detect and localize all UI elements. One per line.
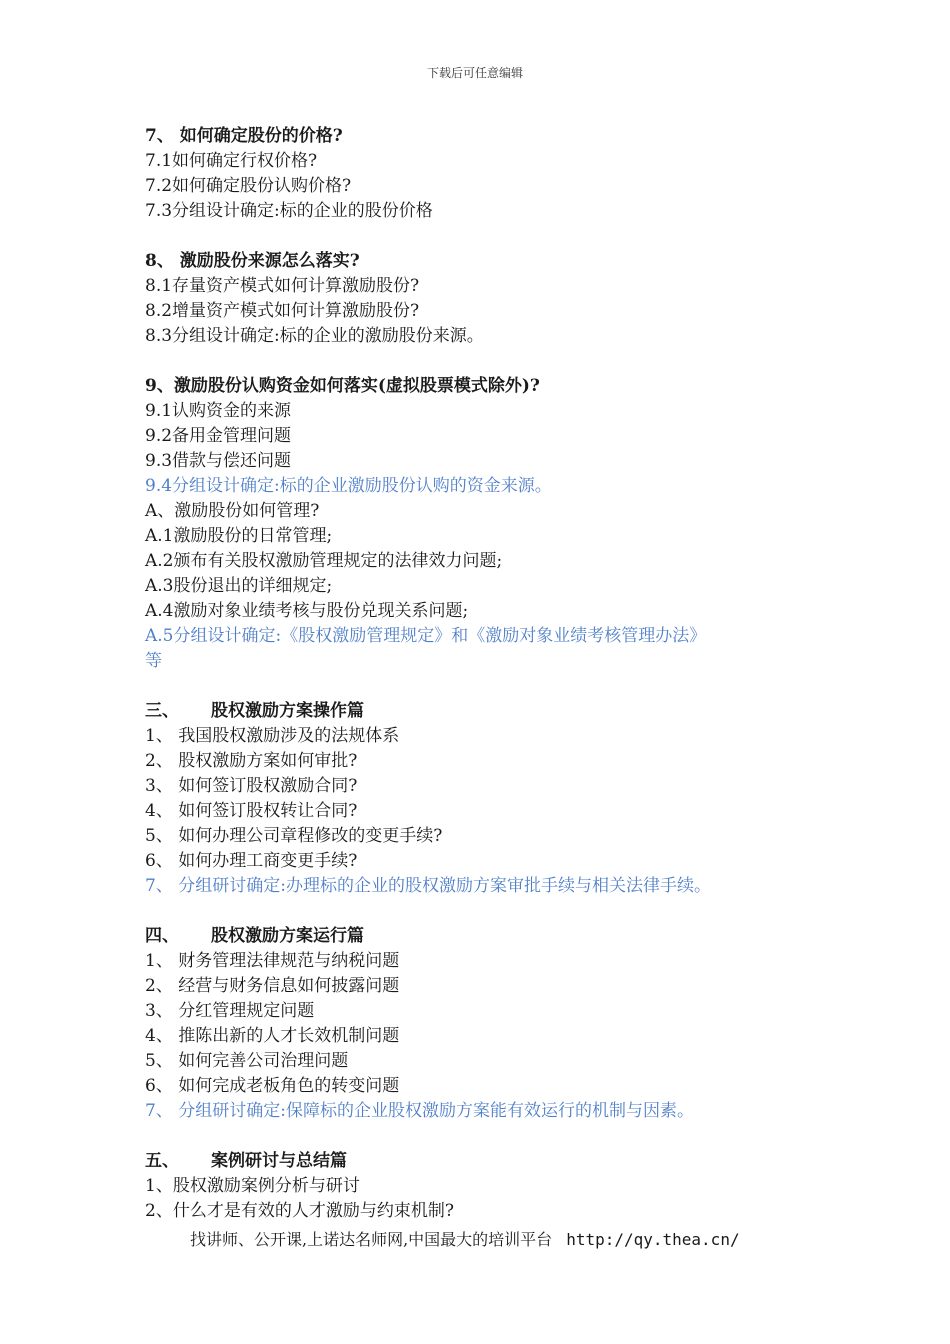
list-item: 8.3分组设计确定:标的企业的激励股份来源。	[145, 326, 484, 346]
list-item: 1、 财务管理法律规范与纳税问题	[145, 951, 400, 971]
page-header: 下载后可任意编辑	[426, 66, 523, 80]
list-item: 9.1认购资金的来源	[145, 401, 292, 421]
list-item: 2、 经营与财务信息如何披露问题	[145, 976, 400, 996]
highlighted-item: 7、 分组研讨确定:保障标的企业股权激励方案能有效运行的机制与因素。	[145, 1101, 694, 1121]
part-number: 四、	[145, 926, 179, 946]
list-item: 3、 如何签订股权激励合同?	[145, 776, 358, 796]
list-item: 4、 如何签订股权转让合同?	[145, 801, 358, 821]
highlighted-item: 9.4分组设计确定:标的企业激励股份认购的资金来源。	[145, 476, 552, 496]
section-7-title: 7、 如何确定股份的价格?	[145, 126, 343, 146]
list-item: A.4激励对象业绩考核与股份兑现关系问题;	[145, 601, 469, 621]
part-4-heading	[145, 924, 845, 949]
highlighted-item: 7、 分组研讨确定:办理标的企业的股权激励方案审批手续与相关法律手续。	[145, 876, 711, 896]
list-item: 2、什么才是有效的人才激励与约束机制?	[145, 1201, 454, 1221]
list-item: 6、 如何办理工商变更手续?	[145, 851, 358, 871]
part-3-heading	[145, 699, 845, 724]
part-title: 股权激励方案运行篇	[211, 926, 364, 946]
list-item: 9.2备用金管理问题	[145, 426, 292, 446]
list-item: 8.2增量资产模式如何计算激励股份?	[145, 301, 420, 321]
list-item: 5、 如何完善公司治理问题	[145, 1051, 349, 1071]
part-5-heading	[145, 1149, 845, 1174]
part-number: 五、	[145, 1151, 179, 1171]
list-item: A.2颁布有关股权激励管理规定的法律效力问题;	[145, 551, 503, 571]
list-item: 7.3分组设计确定:标的企业的股份价格	[145, 201, 433, 221]
part-number: 三、	[145, 701, 179, 721]
list-item: 2、 股权激励方案如何审批?	[145, 751, 358, 771]
list-item: 7.1如何确定行权价格?	[145, 151, 318, 171]
list-item: 1、 我国股权激励涉及的法规体系	[145, 726, 400, 746]
section-a-title: A、激励股份如何管理?	[145, 501, 320, 521]
list-item: 3、 分红管理规定问题	[145, 1001, 315, 1021]
footer-text: 找讲师、公开课,上诺达名师网,中国最大的培训平台	[190, 1230, 553, 1249]
part-title: 案例研讨与总结篇	[211, 1151, 347, 1171]
list-item: 5、 如何办理公司章程修改的变更手续?	[145, 826, 443, 846]
list-item: 7.2如何确定股份认购价格?	[145, 176, 352, 196]
section-8-title: 8、 激励股份来源怎么落实?	[145, 251, 360, 271]
list-item: A.1激励股份的日常管理;	[145, 526, 333, 546]
highlighted-item: A.5分组设计确定:《股权激励管理规定》和《激励对象业绩考核管理办法》	[145, 626, 707, 646]
document-body	[145, 124, 845, 1224]
highlighted-item-continued: 等	[145, 651, 162, 671]
list-item: A.3股份退出的详细规定;	[145, 576, 333, 596]
footer-url: http://qy.thea.cn/	[566, 1230, 740, 1249]
list-item: 6、 如何完成老板角色的转变问题	[145, 1076, 400, 1096]
section-9-title: 9、激励股份认购资金如何落实(虚拟股票模式除外)?	[145, 376, 540, 396]
list-item: 9.3借款与偿还问题	[145, 451, 292, 471]
list-item: 8.1存量资产模式如何计算激励股份?	[145, 276, 420, 296]
page-footer	[190, 1227, 740, 1250]
part-title: 股权激励方案操作篇	[211, 701, 364, 721]
list-item: 1、股权激励案例分析与研讨	[145, 1176, 360, 1196]
list-item: 4、 推陈出新的人才长效机制问题	[145, 1026, 400, 1046]
